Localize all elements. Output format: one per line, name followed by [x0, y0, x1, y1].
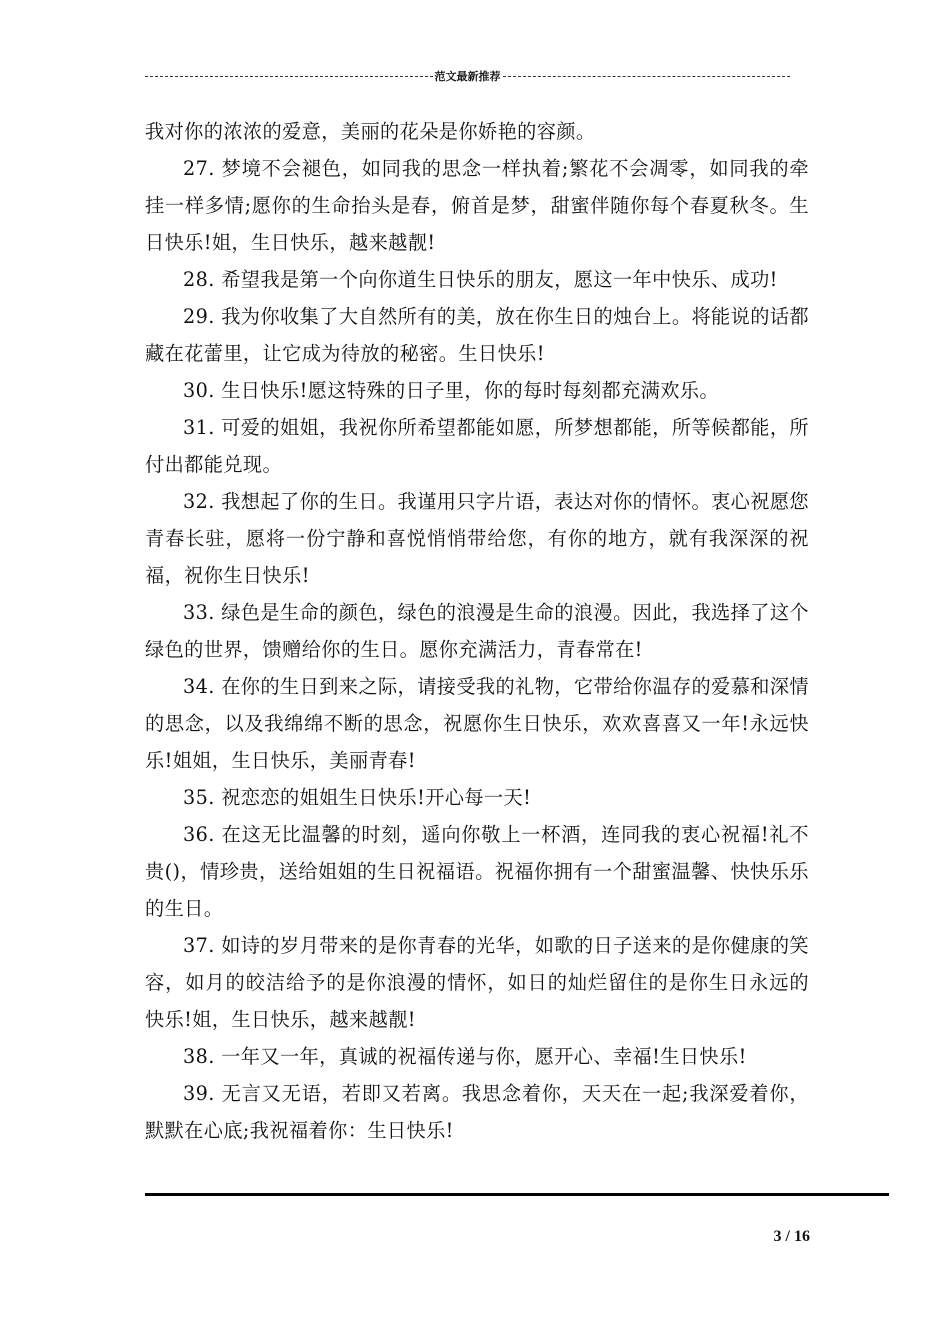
paragraph-35: 35. 祝恋恋的姐姐生日快乐!开心每一天! — [183, 786, 532, 809]
document-body — [145, 113, 809, 1149]
page-number: 3 / 16 — [773, 1228, 810, 1245]
paragraph-29: 29. 我为你收集了大自然所有的美，放在你生日的烛台上。将能说的话都藏在花蕾里，让它成为待放的秘密。生日快乐! — [145, 305, 809, 365]
paragraph-39: 39. 无言又无语，若即又若离。我思念着你，天天在一起;我深爱着你，默默在心底;我祝福着你：生日快乐! — [145, 1082, 809, 1142]
paragraph-33: 33. 绿色是生命的颜色，绿色的浪漫是生命的浪漫。因此，我选择了这个绿色的世界，馈赠给你的生日。愿你充满活力，青春常在! — [145, 601, 809, 661]
header-dash-right — [503, 76, 791, 77]
paragraph-34: 34. 在你的生日到来之际，请接受我的礼物，它带给你温存的爱慕和深情的思念，以及我绵绵不断的思念，祝愿你生日快乐，欢欢喜喜又一年!永远快乐!姐姐，生日快乐，美丽青春! — [145, 675, 809, 772]
paragraph-31: 31. 可爱的姐姐，我祝你所希望都能如愿，所梦想都能，所等候都能，所付出都能兑现。 — [145, 416, 809, 476]
paragraph-30: 30. 生日快乐!愿这特殊的日子里，你的每时每刻都充满欢乐。 — [183, 379, 720, 402]
paragraph-27: 27. 梦境不会褪色，如同我的思念一样执着;繁花不会凋零，如同我的牵挂一样多情;愿你的生命抬头是春，俯首是梦，甜蜜伴随你每个春夏秋冬。生日快乐!姐，生日快乐，越来越靓! — [145, 157, 809, 254]
paragraph-32: 32. 我想起了你的生日。我谨用只字片语，表达对你的情怀。衷心祝愿您青春长驻，愿将一份宁静和喜悦悄悄带给您，有你的地方，就有我深深的祝福，祝你生日快乐! — [145, 490, 809, 587]
paragraph-38: 38. 一年又一年，真诚的祝福传递与你，愿开心、幸福!生日快乐! — [183, 1045, 747, 1068]
paragraph-37: 37. 如诗的岁月带来的是你青春的光华，如歌的日子送来的是你健康的笑容，如月的皎洁给予的是你浪漫的情怀，如日的灿烂留住的是你生日永远的快乐!姐，生日快乐，越来越靓! — [145, 934, 809, 1031]
paragraph-28: 28. 希望我是第一个向你道生日快乐的朋友，愿这一年中快乐、成功! — [183, 268, 778, 291]
page-header — [145, 66, 790, 86]
footer-rule — [145, 1193, 889, 1196]
header-dash-left — [145, 76, 433, 77]
paragraph-36: 36. 在这无比温馨的时刻，遥向你敬上一杯酒，连同我的衷心祝福!礼不贵()，情珍贵，送给姐姐的生日祝福语。祝福你拥有一个甜蜜温馨、快快乐乐的生日。 — [145, 823, 809, 920]
header-title: 范文最新推荐 — [434, 70, 501, 83]
paragraph: 我对你的浓浓的爱意，美丽的花朵是你娇艳的容颜。 — [145, 120, 596, 143]
